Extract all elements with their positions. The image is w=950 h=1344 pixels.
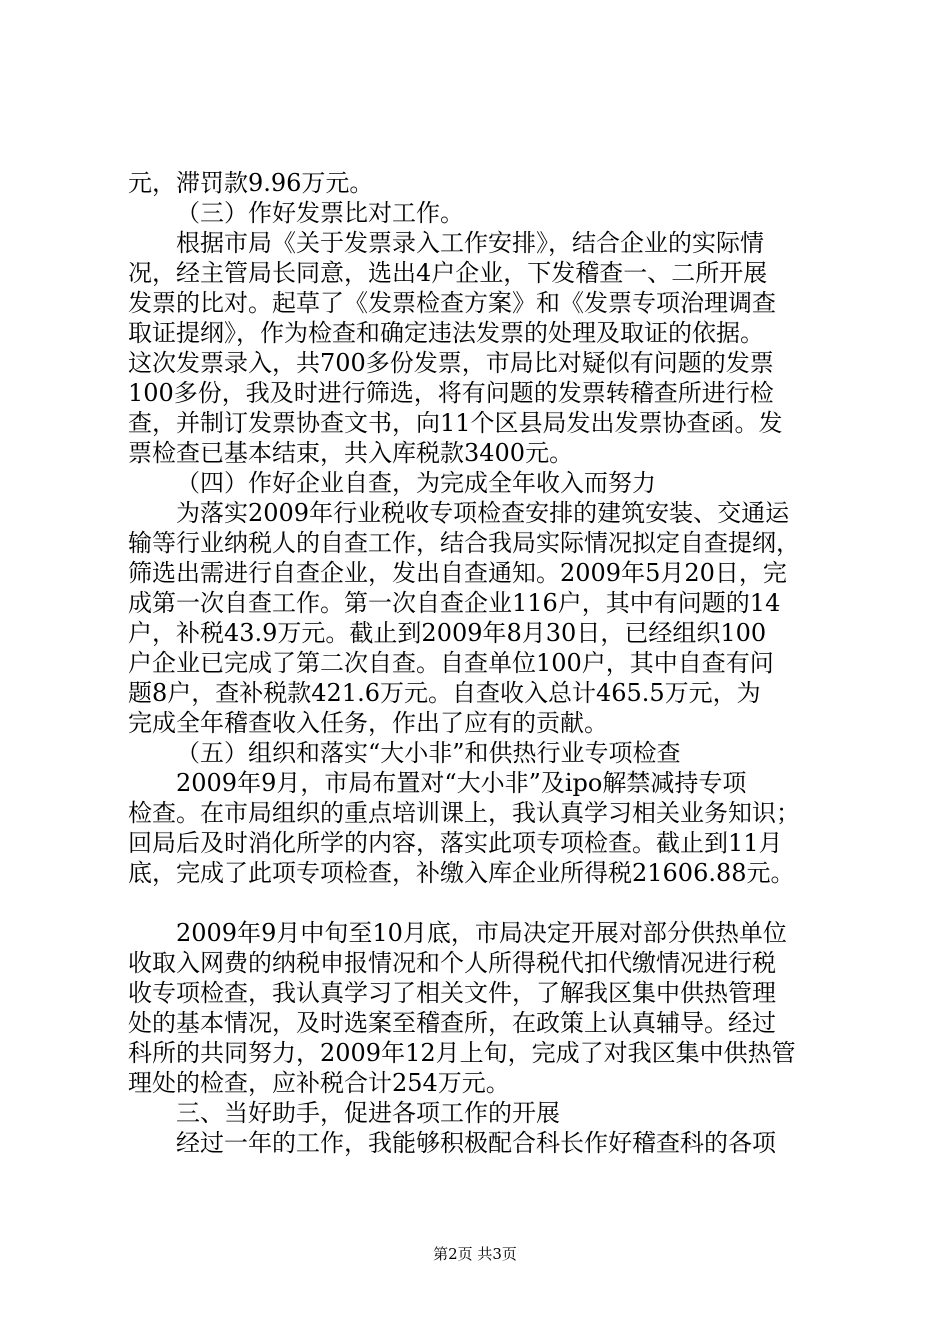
section-heading: （三）作好发票比对工作。 (176, 199, 464, 227)
page-footer: 第2页 共3页 (433, 1245, 517, 1263)
section-heading: 三、当好助手，促进各项工作的开展 (176, 1099, 560, 1127)
paragraph-start: 为落实2009年行业税收专项检查安排的建筑安装、交通运 (176, 499, 790, 527)
text-line: 输等行业纳税人的自查工作，结合我局实际情况拟定自查提纲， (128, 529, 800, 557)
text-line: 查，并制订发票协查文书，向11个区县局发出发票协查函。发 (128, 409, 783, 437)
paragraph-start: 2009年9月，市局布置对“大小非”及ipo解禁减持专项 (176, 769, 747, 797)
text-line: 票检查已基本结束，共入库税款3400元。 (128, 439, 574, 467)
section-heading: （四）作好企业自查，为完成全年收入而努力 (176, 469, 656, 497)
text-line: 100多份，我及时进行筛选，将有问题的发票转稽查所进行检 (128, 379, 774, 407)
text-line: 完成全年稽查收入任务，作出了应有的贡献。 (128, 709, 608, 737)
text-line: 回局后及时消化所学的内容，落实此项专项检查。截止到11月 (128, 829, 783, 857)
paragraph-start: 根据市局《关于发票录入工作安排》，结合企业的实际情 (176, 229, 764, 257)
text-line: 户企业已完成了第二次自查。自查单位100户，其中自查有问 (128, 649, 774, 677)
text-line: 检查。在市局组织的重点培训课上，我认真学习相关业务知识； (128, 799, 800, 827)
text-line: 这次发票录入，共700多份发票，市局比对疑似有问题的发票 (128, 349, 774, 377)
text-line: 元，滞罚款9.96万元。 (128, 169, 374, 197)
text-line: 筛选出需进行自查企业，发出自查通知。2009年5月20日，完 (128, 559, 787, 587)
text-line: 户，补税43.9万元。截止到2009年8月30日，已经组织100 (128, 619, 767, 647)
text-line: 取证提纲》，作为检查和确定违法发票的处理及取证的依据。 (128, 319, 764, 347)
text-line: 成第一次自查工作。第一次自查企业116户，其中有问题的14 (128, 589, 781, 617)
document-body (128, 168, 838, 1158)
text-line: 理处的检查，应补税合计254万元。 (128, 1069, 510, 1097)
text-line: 况，经主管局长同意，选出4户企业，下发稽查一、二所开展 (128, 259, 768, 287)
text-line: 发票的比对。起草了《发票检查方案》和《发票专项治理调查 (128, 289, 776, 317)
text-line: 科所的共同努力，2009年12月上旬，完成了对我区集中供热管 (128, 1039, 796, 1067)
text-line: 题8户，查补税款421.6万元。自查收入总计465.5万元，为 (128, 679, 761, 707)
paragraph-start: 2009年9月中旬至10月底，市局决定开展对部分供热单位 (176, 919, 787, 947)
text-line: 处的基本情况，及时选案至稽查所，在政策上认真辅导。经过 (128, 1009, 776, 1037)
section-heading: （五）组织和落实“大小非”和供热行业专项检查 (176, 739, 681, 767)
text-line: 收取入网费的纳税申报情况和个人所得税代扣代缴情况进行税 (128, 949, 776, 977)
text-line: 底，完成了此项专项检查，补缴入库企业所得税21606.88元。 (128, 859, 795, 887)
paragraph-start: 经过一年的工作，我能够积极配合科长作好稽查科的各项 (176, 1129, 776, 1157)
text-line: 收专项检查，我认真学习了相关文件，了解我区集中供热管理 (128, 979, 776, 1007)
